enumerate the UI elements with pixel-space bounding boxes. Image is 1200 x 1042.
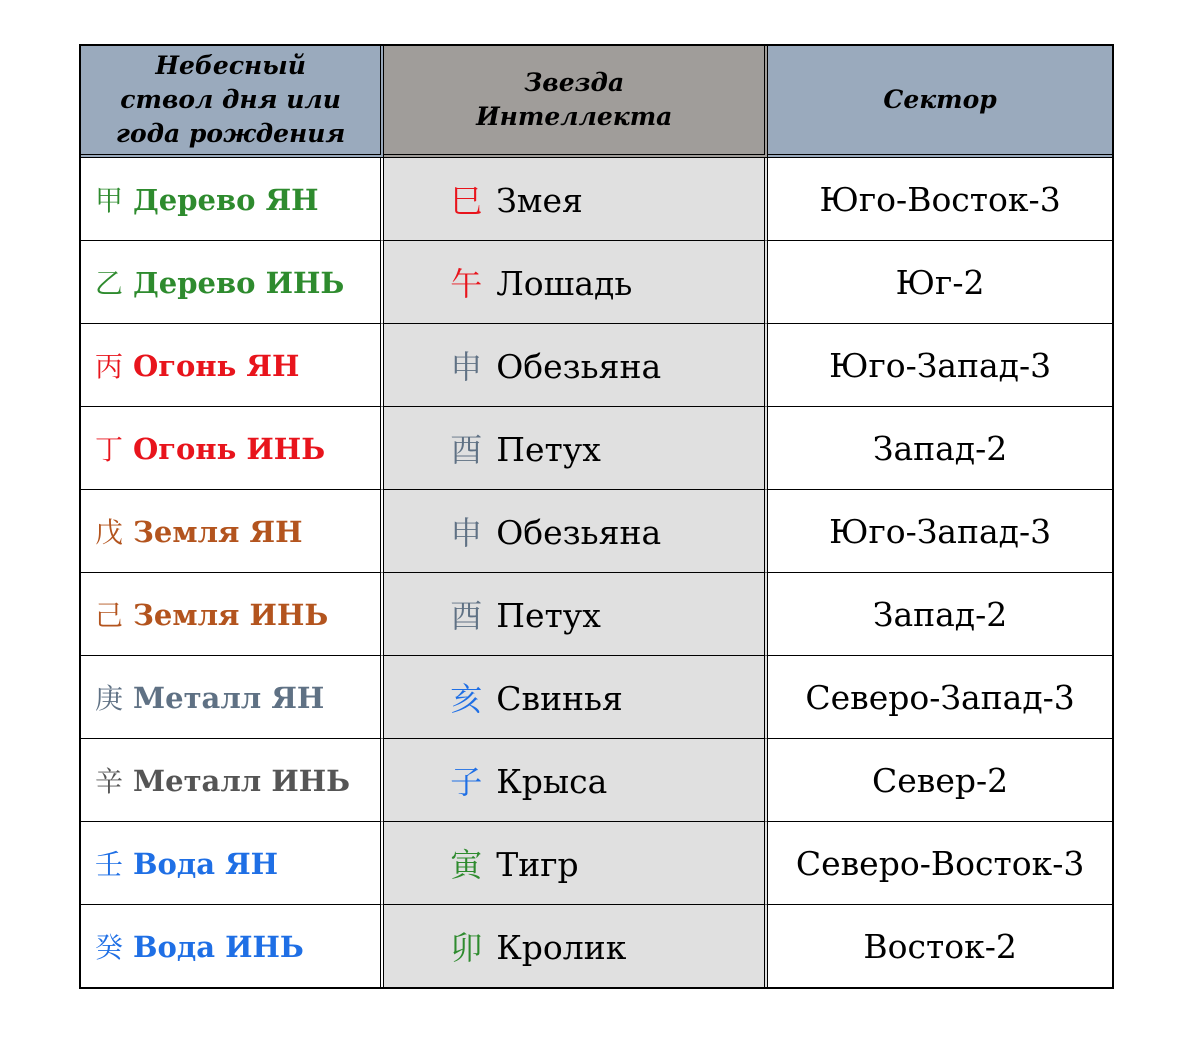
sector-label: Юго-Восток-3 bbox=[819, 179, 1061, 219]
stem-cell bbox=[81, 158, 384, 241]
star-glyph: 酉 bbox=[450, 431, 483, 469]
star-glyph: 申 bbox=[450, 348, 483, 386]
stem-glyph: 辛 bbox=[95, 765, 124, 798]
sector-label: Запад-2 bbox=[872, 428, 1008, 468]
star-cell bbox=[384, 822, 768, 905]
stem-label: Вода ЯН bbox=[133, 847, 279, 881]
stem-label: Огонь ИНЬ bbox=[133, 432, 326, 466]
sector-cell bbox=[768, 739, 1112, 822]
sector-label: Юго-Запад-3 bbox=[829, 511, 1052, 551]
sector-label: Юго-Запад-3 bbox=[829, 345, 1052, 385]
stem-glyph: 壬 bbox=[95, 848, 124, 881]
header-stem bbox=[81, 46, 384, 158]
stem-cell bbox=[81, 822, 384, 905]
sector-cell bbox=[768, 905, 1112, 987]
sector-label: Северо-Запад-3 bbox=[805, 677, 1075, 717]
sector-cell bbox=[768, 573, 1112, 656]
stem-label: Огонь ЯН bbox=[133, 349, 300, 383]
stem-label: Земля ИНЬ bbox=[133, 598, 329, 632]
sector-cell bbox=[768, 241, 1112, 324]
star-glyph: 酉 bbox=[450, 597, 483, 635]
sector-label: Восток-2 bbox=[863, 926, 1017, 966]
star-label: Обезьяна bbox=[496, 513, 662, 552]
stem-cell bbox=[81, 324, 384, 407]
stem-glyph: 戊 bbox=[95, 516, 124, 549]
star-glyph: 子 bbox=[450, 763, 483, 801]
star-glyph: 午 bbox=[450, 265, 483, 303]
stem-label: Земля ЯН bbox=[133, 515, 303, 549]
stem-glyph: 甲 bbox=[95, 184, 124, 217]
table-row bbox=[81, 739, 1112, 822]
stem-cell bbox=[81, 241, 384, 324]
star-cell bbox=[384, 573, 768, 656]
star-glyph: 申 bbox=[450, 514, 483, 552]
sector-label: Запад-2 bbox=[872, 594, 1008, 634]
stem-glyph: 己 bbox=[95, 599, 124, 632]
sector-cell bbox=[768, 490, 1112, 573]
star-glyph: 寅 bbox=[450, 846, 483, 884]
star-label: Лошадь bbox=[496, 264, 633, 303]
star-label: Петух bbox=[496, 596, 601, 635]
star-cell bbox=[384, 158, 768, 241]
star-cell bbox=[384, 656, 768, 739]
star-label: Крыса bbox=[496, 762, 608, 801]
stem-cell bbox=[81, 656, 384, 739]
table-row bbox=[81, 158, 1112, 241]
sector-cell bbox=[768, 158, 1112, 241]
stem-label: Дерево ИНЬ bbox=[133, 266, 345, 300]
stem-cell bbox=[81, 739, 384, 822]
table-row bbox=[81, 822, 1112, 905]
table-row bbox=[81, 324, 1112, 407]
star-cell bbox=[384, 241, 768, 324]
stem-cell bbox=[81, 407, 384, 490]
stem-label: Вода ИНЬ bbox=[133, 930, 304, 964]
star-label: Змея bbox=[496, 181, 583, 220]
star-cell bbox=[384, 407, 768, 490]
star-glyph: 巳 bbox=[450, 182, 483, 220]
star-label: Кролик bbox=[496, 928, 627, 967]
star-label: Свинья bbox=[496, 679, 623, 718]
star-label: Тигр bbox=[496, 845, 579, 884]
stem-cell bbox=[81, 905, 384, 987]
star-glyph: 卯 bbox=[450, 929, 483, 967]
header-stem-label: Небесный ствол дня или года рождения bbox=[115, 51, 346, 148]
sector-label: Северо-Восток-3 bbox=[795, 843, 1085, 883]
star-glyph: 亥 bbox=[450, 680, 483, 718]
sector-label: Север-2 bbox=[872, 760, 1009, 800]
stem-cell bbox=[81, 490, 384, 573]
stem-glyph: 癸 bbox=[95, 931, 124, 964]
header-sector-label: Сектор bbox=[883, 85, 997, 114]
header-star-label: Звезда Интеллекта bbox=[476, 68, 673, 131]
stem-label: Металл ЯН bbox=[133, 681, 325, 715]
header-star bbox=[384, 46, 768, 158]
stem-cell bbox=[81, 573, 384, 656]
sector-cell bbox=[768, 407, 1112, 490]
sector-cell bbox=[768, 656, 1112, 739]
table-row bbox=[81, 241, 1112, 324]
table-row bbox=[81, 490, 1112, 573]
stem-label: Дерево ЯН bbox=[133, 183, 319, 217]
sector-cell bbox=[768, 324, 1112, 407]
star-cell bbox=[384, 905, 768, 987]
header-row bbox=[81, 46, 1112, 158]
table-row bbox=[81, 656, 1112, 739]
table-body bbox=[81, 158, 1112, 987]
star-cell bbox=[384, 490, 768, 573]
star-cell bbox=[384, 739, 768, 822]
table-row bbox=[81, 407, 1112, 490]
stem-label: Металл ИНЬ bbox=[133, 764, 351, 798]
sector-cell bbox=[768, 822, 1112, 905]
sector-label: Юг-2 bbox=[895, 262, 985, 302]
table-row bbox=[81, 573, 1112, 656]
table-row bbox=[81, 905, 1112, 987]
stem-glyph: 庚 bbox=[95, 682, 124, 715]
star-label: Петух bbox=[496, 430, 601, 469]
intellect-star-table bbox=[79, 44, 1114, 989]
star-label: Обезьяна bbox=[496, 347, 662, 386]
stem-glyph: 乙 bbox=[95, 267, 124, 300]
star-cell bbox=[384, 324, 768, 407]
stem-glyph: 丙 bbox=[95, 350, 124, 383]
header-sector bbox=[768, 46, 1112, 158]
stem-glyph: 丁 bbox=[95, 433, 124, 466]
